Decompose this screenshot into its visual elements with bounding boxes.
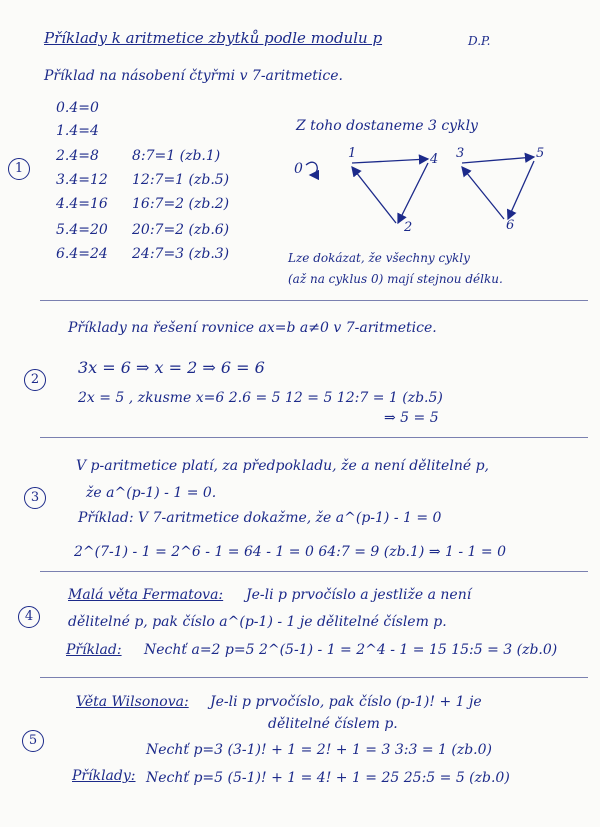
section2-line2: 2x = 5 , zkusme x=6 2.6 = 5 12 = 5 12:7 = 1 (zb.5) xyxy=(78,390,443,406)
author-initials: D.P. xyxy=(468,34,491,48)
cycles-note-line2: (až na cyklus 0) mají stejnou délku. xyxy=(288,272,503,286)
product-line: 0.4=0 xyxy=(56,100,99,116)
remainder-line: 8:7=1 (zb.1) xyxy=(132,148,221,164)
cycle-arrow xyxy=(462,167,504,219)
cycle-arrow xyxy=(352,167,396,223)
cycle-arrow xyxy=(462,157,534,163)
product-line: 1.4=4 xyxy=(56,123,99,139)
section4-line1: Je-li p prvočíslo a jestliže a není xyxy=(246,587,472,603)
section5-number: 5 xyxy=(22,730,44,752)
cycles-note-line1: Lze dokázat, že všechny cykly xyxy=(288,251,470,265)
section5-line4: Nechť p=5 (5-1)! + 1 = 4! + 1 = 25 25:5 = 5 (zb.0) xyxy=(146,770,510,786)
section4-line3: Nechť a=2 p=5 2^(5-1) - 1 = 2^4 - 1 = 15 15:5 = 3 (zb.0) xyxy=(144,642,558,658)
fermat-title: Malá věta Fermatova: xyxy=(68,587,224,603)
cycle-node-label: 3 xyxy=(456,146,465,161)
product-line: 4.4=16 xyxy=(56,196,108,212)
section5-line3: Nechť p=3 (3-1)! + 1 = 2! + 1 = 3 3:3 = 1 (zb.0) xyxy=(146,742,492,758)
remainder-line: 24:7=3 (zb.3) xyxy=(132,246,230,262)
section5-example-label: Příklady: xyxy=(72,768,136,784)
cycle-node-label: 2 xyxy=(404,220,413,235)
cycle-node-label: 1 xyxy=(348,146,357,161)
section4-number: 4 xyxy=(18,606,40,628)
cycles-heading: Z toho dostaneme 3 cykly xyxy=(296,118,478,134)
remainder-line: 20:7=2 (zb.6) xyxy=(132,222,230,238)
section-divider xyxy=(40,571,588,572)
cycle-zero-label: 0 xyxy=(294,161,303,177)
cycle-arrow xyxy=(508,161,534,219)
section4-line2: dělitelné p, pak číslo a^(p-1) - 1 je dělitelné číslem p. xyxy=(68,614,447,630)
section2-heading: Příklady na řešení rovnice ax=b a≠0 v 7-aritmetice. xyxy=(68,320,437,336)
product-line: 3.4=12 xyxy=(56,172,108,188)
section1-number: 1 xyxy=(8,158,30,180)
cycle-node-label: 5 xyxy=(536,146,545,161)
wilson-title: Věta Wilsonova: xyxy=(76,694,189,710)
cycle-arrow xyxy=(398,163,428,223)
section2-line1: 3x = 6 ⇒ x = 2 ⇒ 6 = 6 xyxy=(78,358,265,377)
section5-line2: dělitelné číslem p. xyxy=(268,716,398,732)
cycle-node-label: 6 xyxy=(506,218,515,233)
cycle-node-label: 4 xyxy=(430,152,439,167)
product-line: 2.4=8 xyxy=(56,148,99,164)
section-divider xyxy=(40,300,588,301)
section-divider xyxy=(40,437,588,438)
section5-line1: Je-li p prvočíslo, pak číslo (p-1)! + 1 je xyxy=(210,694,482,710)
section3-line2: že a^(p-1) - 1 = 0. xyxy=(86,485,217,501)
section1-heading: Příklad na násobení čtyřmi v 7-aritmetice. xyxy=(44,68,343,84)
section2-number: 2 xyxy=(24,369,46,391)
product-line: 6.4=24 xyxy=(56,246,108,262)
remainder-line: 12:7=1 (zb.5) xyxy=(132,172,230,188)
section4-example-label: Příklad: xyxy=(66,642,122,658)
section3-line1: V p-aritmetice platí, za předpokladu, že a není dělitelné p, xyxy=(76,458,489,474)
section3-line3: Příklad: V 7-aritmetice dokažme, že a^(p-1) - 1 = 0 xyxy=(78,510,442,526)
cycles-diagram xyxy=(290,145,560,245)
remainder-line: 16:7=2 (zb.2) xyxy=(132,196,230,212)
cycle-zero-loop xyxy=(306,162,317,175)
section-divider xyxy=(40,677,588,678)
page-title: Příklady k aritmetice zbytků podle modulu p xyxy=(44,29,383,47)
section2-line3: ⇒ 5 = 5 xyxy=(384,410,439,426)
product-line: 5.4=20 xyxy=(56,222,108,238)
section3-line4: 2^(7-1) - 1 = 2^6 - 1 = 64 - 1 = 0 64:7 = 9 (zb.1) ⇒ 1 - 1 = 0 xyxy=(74,544,506,560)
cycle-arrow xyxy=(352,159,428,163)
section3-number: 3 xyxy=(24,487,46,509)
